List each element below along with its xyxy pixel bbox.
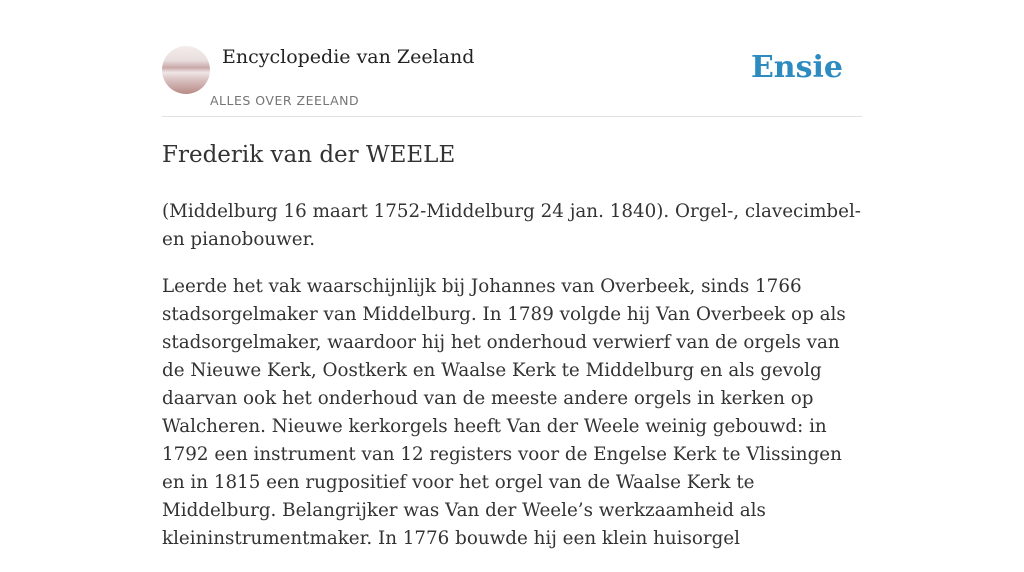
brand-logo[interactable]: Ensie [750,50,843,85]
article-paragraph-intro: (Middelburg 16 maart 1752-Middelburg 24 jan. 1840). Orgel-, clavecimbel- en pianobouwer. [162,201,861,250]
article [162,138,862,572]
article-title: Frederik van der WEELE [162,142,456,168]
article-paragraph-body: Leerde het vak waarschijnlijk bij Johannes van Overbeek, sinds 1766 stadsorgelmaker van Middelburg. In 1789 volgde hij Van Overbeek op als stadsorgelmaker, waardoor hij het onderhoud verwierf van de orgels van de Nieuwe Kerk, Oostkerk en Waalse Kerk te Middelburg en als gevolg daarvan ook het onderhoud van de meeste andere orgels in kerken op Walcheren. Nieuwe kerkorgels heeft Van der Weele weinig gebouwd: in 1792 een instrument van 12 registers voor de Engelse Kerk te Vlissingen en in 1815 een rugpositief voor het orgel van de Waalse Kerk te Middelburg. Belangrijker was Van der Weele’s werkzaamheid als kleininstrumentmaker. In 1776 bouwde hij een klein huisorgel [162,276,846,549]
site-logo-avatar[interactable] [162,46,210,94]
site-title[interactable]: Encyclopedie van Zeeland [222,46,475,68]
site-header [162,46,862,117]
site-subtitle: ALLES OVER ZEELAND [210,93,360,108]
